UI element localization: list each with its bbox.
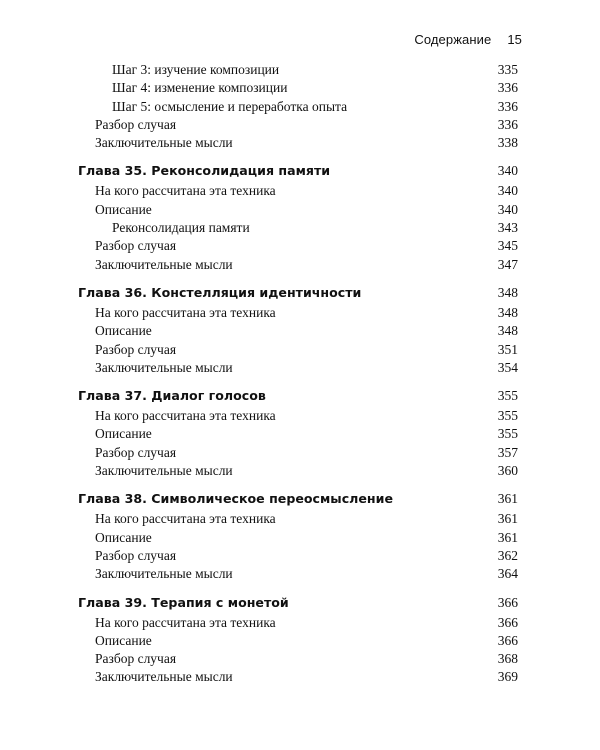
toc-entry-row — [78, 61, 518, 79]
toc-page-number: 336 — [497, 98, 518, 114]
toc-entry-row — [78, 116, 518, 134]
toc-entry-row — [78, 444, 518, 462]
toc-page-number: 366 — [497, 594, 518, 610]
table-of-contents — [78, 61, 518, 687]
toc-page-number: 361 — [497, 529, 518, 545]
toc-entry-row — [78, 565, 518, 583]
toc-chapter-title: Глава 36. Констелляция идентичности — [78, 284, 362, 300]
toc-page-number: 336 — [497, 116, 518, 132]
toc-page-number: 366 — [497, 614, 518, 630]
toc-entry-row — [78, 237, 518, 255]
toc-entry-row — [78, 614, 518, 632]
toc-page-number: 336 — [497, 80, 518, 96]
toc-entry-row — [78, 407, 518, 425]
toc-page-number: 361 — [497, 511, 518, 527]
toc-page-number: 351 — [497, 341, 518, 357]
toc-entry-row — [78, 79, 518, 97]
toc-entry-title: Шаг 3: изучение композиции — [112, 62, 280, 77]
toc-entry-title: Заключительные мысли — [95, 256, 233, 272]
toc-entry-row — [78, 359, 518, 377]
toc-entry-row — [78, 182, 518, 200]
toc-page-number: 335 — [497, 62, 518, 77]
toc-page-number: 355 — [497, 388, 518, 404]
toc-page-number: 361 — [497, 491, 518, 507]
toc-chapter-row — [78, 385, 518, 406]
toc-entry-title: Реконсолидация памяти — [112, 220, 250, 236]
toc-entry-title: Шаг 4: изменение композиции — [112, 80, 288, 96]
toc-entry-row — [78, 134, 518, 152]
toc-entry-row — [78, 510, 518, 528]
toc-entry-row — [78, 322, 518, 340]
toc-page-number: 348 — [497, 284, 518, 300]
toc-page-number: 366 — [497, 632, 518, 648]
toc-entry-title: Заключительные мысли — [95, 135, 233, 151]
toc-entry-title: Разбор случая — [95, 651, 177, 667]
toc-page-number: 369 — [497, 669, 518, 685]
toc-page-number: 343 — [497, 220, 518, 236]
toc-page-number: 364 — [497, 566, 518, 582]
toc-entry-title: Шаг 5: осмысление и переработка опыта — [112, 98, 348, 114]
running-head — [414, 32, 522, 47]
toc-page-number: 355 — [497, 426, 518, 442]
toc-page-number: 354 — [497, 359, 518, 375]
toc-entry-row — [78, 650, 518, 668]
toc-entry-row — [78, 425, 518, 443]
toc-entry-title: Описание — [95, 529, 152, 545]
toc-entry-title: Разбор случая — [95, 341, 177, 357]
toc-entry-row — [78, 547, 518, 565]
toc-page-number: 348 — [497, 323, 518, 339]
toc-page-number: 340 — [497, 163, 518, 179]
toc-entry-title: На кого рассчитана эта техника — [95, 408, 276, 424]
toc-entry-title: Описание — [95, 323, 152, 339]
toc-page-number: 340 — [497, 201, 518, 217]
toc-chapter-row — [78, 592, 518, 613]
toc-entry-title: Разбор случая — [95, 444, 177, 460]
toc-page-number: 357 — [497, 444, 518, 460]
toc-page-number: 368 — [497, 651, 518, 667]
toc-entry-title: Заключительные мысли — [95, 566, 233, 582]
toc-entry-row — [78, 529, 518, 547]
toc-chapter-title: Глава 38. Символическое переосмысление — [78, 491, 393, 507]
toc-chapter-title: Глава 35. Реконсолидация памяти — [78, 163, 331, 179]
toc-entry-title: На кого рассчитана эта техника — [95, 183, 276, 199]
toc-entry-row — [78, 304, 518, 322]
toc-entry-row — [78, 219, 518, 237]
toc-entry-row — [78, 668, 518, 686]
running-head-title: Содержание — [414, 32, 492, 47]
toc-chapter-title: Глава 39. Терапия с монетой — [78, 594, 289, 610]
toc-chapter-row — [78, 488, 518, 509]
toc-entry-title: Разбор случая — [95, 547, 177, 563]
toc-page-number: 340 — [497, 183, 518, 199]
toc-entry-title: Описание — [95, 201, 152, 217]
toc-entry-title: Разбор случая — [95, 116, 177, 132]
toc-page-number: 338 — [497, 135, 518, 151]
toc-entry-title: Заключительные мысли — [95, 463, 233, 479]
toc-entry-row — [78, 98, 518, 116]
toc-page-number: 362 — [497, 547, 518, 563]
toc-chapter-title: Глава 37. Диалог голосов — [78, 388, 266, 404]
toc-entry-row — [78, 201, 518, 219]
toc-entry-title: На кого рассчитана эта техника — [95, 614, 276, 630]
toc-entry-title: Описание — [95, 632, 152, 648]
toc-entry-row — [78, 462, 518, 480]
toc-entry-title: Разбор случая — [95, 238, 177, 254]
running-head-page-number: 15 — [507, 32, 522, 47]
toc-entry-row — [78, 256, 518, 274]
toc-entry-title: Описание — [95, 426, 152, 442]
toc-page-number: 345 — [497, 238, 518, 254]
toc-chapter-row — [78, 160, 518, 181]
toc-entry-title: На кого рассчитана эта техника — [95, 304, 276, 320]
toc-entry-title: На кого рассчитана эта техника — [95, 511, 276, 527]
toc-entry-title: Заключительные мысли — [95, 669, 233, 685]
toc-entry-title: Заключительные мысли — [95, 359, 233, 375]
toc-entry-row — [78, 341, 518, 359]
toc-chapter-row — [78, 282, 518, 303]
toc-page-number: 360 — [497, 463, 518, 479]
toc-page-number: 348 — [497, 304, 518, 320]
toc-page-number: 355 — [497, 408, 518, 424]
toc-page-number: 347 — [497, 256, 518, 272]
toc-entry-row — [78, 632, 518, 650]
